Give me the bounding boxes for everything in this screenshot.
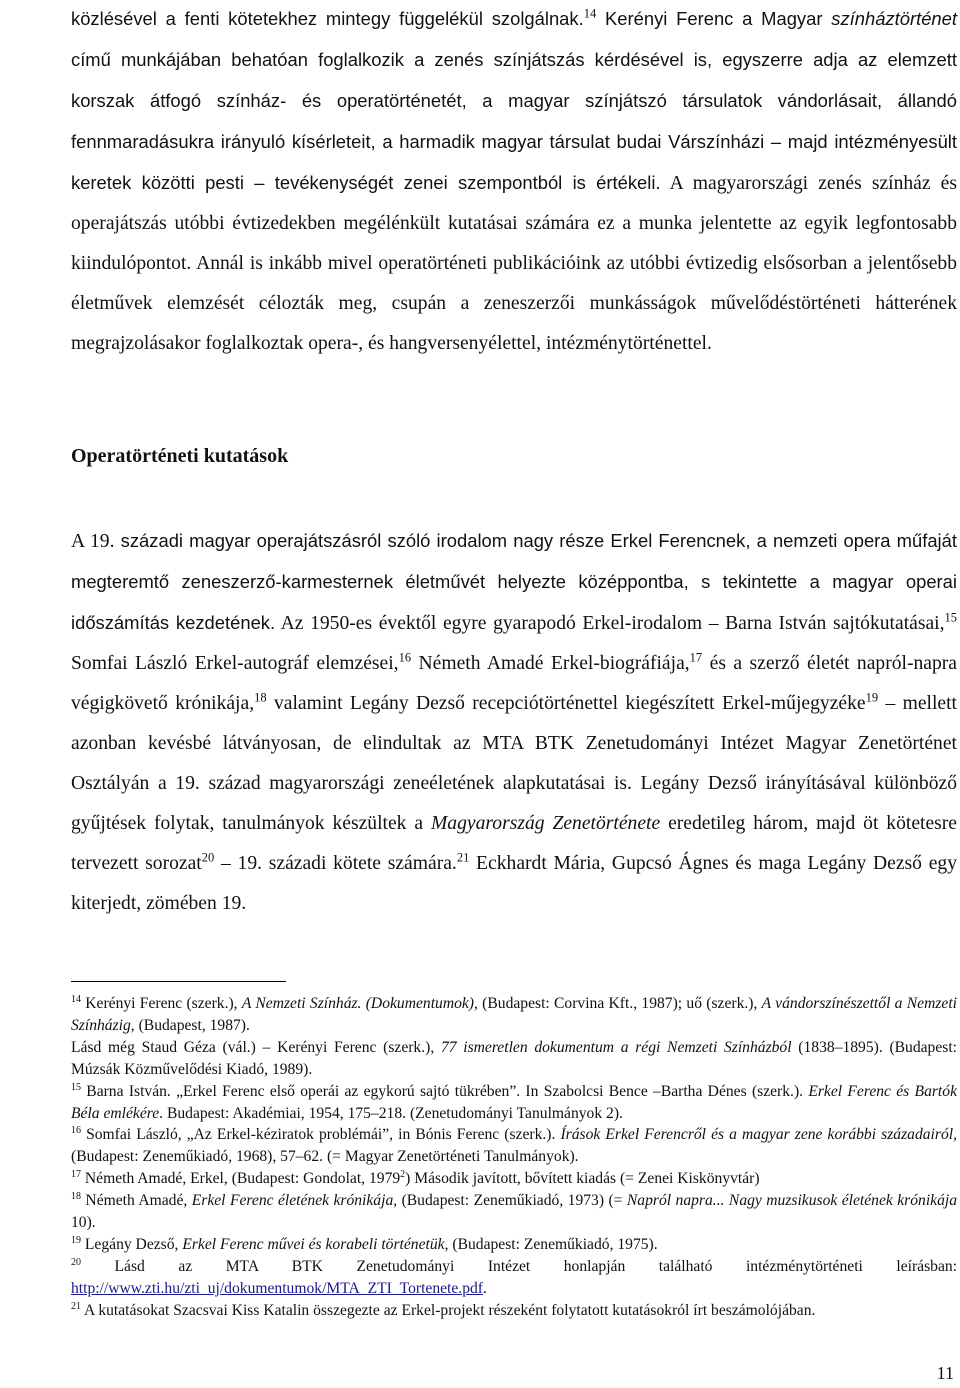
footnote-text: (1838–1895). (Budapest: Múzsák Közművelődési Kiadó, 1989). xyxy=(71,1038,958,1078)
text-segment: Eckhardt Mária, Gupcsó Ágnes és maga Legány Dezső egy kiterjedt, zömében 19. xyxy=(71,853,958,914)
footnote-text: . Budapest: Akadémiai, 1954, 175–218. (Zenetudományi Tanulmányok 2). xyxy=(159,1104,623,1122)
footnote-title: Napról napra... Nagy muzsikusok életének krónikája xyxy=(626,1192,958,1210)
text-segment: Németh Amadé Erkel-biográfiája, xyxy=(411,653,690,674)
footnote-ref-16[interactable]: 16 xyxy=(398,650,412,665)
footnote-title: 77 ismeretlen dokumentum a régi Nemzeti Színházból xyxy=(440,1038,792,1056)
footnote-14 xyxy=(71,993,957,1037)
footnote-link[interactable]: http://www.zti.hu/zti_uj/dokumentumok/MTA_ZTI_Tortenete.pdf xyxy=(71,1279,483,1297)
footnote-title: Erkel Ferenc művei és korabeli történetük xyxy=(182,1235,445,1253)
footnote-ref-19[interactable]: 19 xyxy=(865,690,879,705)
footnote-ref-17[interactable]: 17 xyxy=(689,650,703,665)
footnote-ref-14[interactable]: 14 xyxy=(583,6,597,21)
footnote-number: 20 xyxy=(71,1256,81,1268)
footnote-number: 14 xyxy=(71,994,81,1005)
page-number: 11 xyxy=(936,1363,954,1383)
footnote-number: 21 xyxy=(71,1300,81,1312)
text-segment: és a szerző életét napról-napra végigkövető krónikája, xyxy=(71,653,958,714)
footnote-text: ) Második javított, bővített kiadás (= Zenei Kiskönyvtár) xyxy=(405,1170,760,1188)
footnote-title: Erkel Ferenc és Bartók Béla emlékére xyxy=(71,1082,957,1122)
footnote-text: Lásd még Staud Géza (vál.) – Kerényi Ferenc (szerk.), xyxy=(71,1038,441,1056)
body-paragraph-2 xyxy=(71,521,957,924)
text-segment: A magyarországi zenés színház és operajátszás utóbbi évtizedekben megélénkült kutatásai számára ez a munka jelentette az egyik legfontosabb kiindulópontot. Annál is inkább mivel operatörténeti publikációink az utóbbi évtizedig elsősorban a jelentősebb életművek elemzését célozták meg, csupán a zeneszerzői munkásságok művelődéstörténeti hátterének megrajzolásakor foglalkoztak opera-, és hangversenyélettel, intézménytörténettel. xyxy=(71,173,958,354)
footnote-17 xyxy=(71,1168,957,1190)
text-segment: A 19. xyxy=(71,531,115,552)
footnote-text: Németh Amadé, Erkel, (Budapest: Gondolat, 1979 xyxy=(81,1170,401,1188)
footnote-text: Somfai László, „Az Erkel-kéziratok problémái”, in Bónis Ferenc (szerk.). xyxy=(81,1126,561,1144)
footnote-text: A kutatásokat Szacsvai Kiss Katalin összegezte az Erkel-projekt részeként folytatott kutatásokról írt beszámolójában. xyxy=(81,1301,816,1319)
footnote-title: A Nemzeti Színház. (Dokumentumok) xyxy=(241,995,474,1012)
footnote-number: 16 xyxy=(71,1125,81,1137)
footnote-text: , (Budapest: Zeneműkiadó, 1975). xyxy=(444,1235,658,1253)
footnote-ref-15[interactable]: 15 xyxy=(944,610,957,625)
footnote-text: 10). xyxy=(71,1214,96,1232)
footnote-text: , (Budapest: Zeneműkiadó, 1973) (= xyxy=(393,1192,627,1210)
series-title: Magyarország Zenetörténete xyxy=(430,813,661,834)
footnote-ref-18[interactable]: 18 xyxy=(254,690,267,705)
body-paragraph-1 xyxy=(71,0,957,364)
footnote-number: 19 xyxy=(71,1234,81,1246)
footnote-number: 18 xyxy=(71,1191,81,1203)
footnote-16 xyxy=(71,1124,957,1168)
footnote-number: 15 xyxy=(71,1081,81,1093)
section-heading: Operatörténeti kutatások xyxy=(71,445,289,467)
text-segment: – 19. századi kötete számára. xyxy=(214,853,457,874)
text-segment: Az 1950-es évektől egyre gyarapodó Erkel-irodalom – Barna István sajtókutatásai, xyxy=(275,613,945,634)
footnote-ref-21[interactable]: 21 xyxy=(456,850,470,865)
footnote-text: Lásd az MTA BTK Zenetudományi Intézet honlapján található intézménytörténeti leírásban: xyxy=(81,1257,957,1275)
footnote-text: Legány Dezső, xyxy=(81,1235,183,1253)
text-segment: valamint Legány Dezső recepciótörténettel kiegészített Erkel-műjegyzéke xyxy=(266,693,866,714)
footnote-separator xyxy=(71,981,286,982)
footnote-text: , (Budapest, 1987). xyxy=(130,1016,250,1034)
text-segment: századi magyar operajátszásról szóló irodalom nagy része Erkel Ferencnek, a nemzeti opera műfaját megteremtő zeneszerző-karmesternek életművét helyezte középpontba, s tekintette a magyar operai időszámítás kezdetének. xyxy=(71,530,957,633)
text-segment: – mellett azonban kevésbé látványosan, de elindultak az MTA BTK Zenetudományi Intézet Magyar Zenetörténet Osztályán a 19. század magyarországi zeneéletének alapkutatásai is. Legány Dezső irányításával különböző gyűjtések folytak, tanulmányok készültek a xyxy=(71,693,957,834)
footnote-18 xyxy=(71,1190,957,1234)
footnote-19 xyxy=(71,1234,957,1256)
footnote-title: Erkel Ferenc életének krónikája xyxy=(191,1192,394,1210)
footnote-ref-20[interactable]: 20 xyxy=(201,850,215,865)
footnote-text: , (Budapest: Zeneműkiadó, 1968), 57–62. (= Magyar Zenetörténeti Tanulmányok). xyxy=(71,1126,957,1166)
book-title: színháztörténet xyxy=(831,8,957,29)
footnote-text: Barna István. „Erkel Ferenc első operái az egykorú sajtó tükrében”. In Szabolcsi Bence –Bartha Dénes (szerk.). xyxy=(81,1082,809,1100)
footnote-number: 17 xyxy=(71,1169,81,1181)
footnote-title: A vándorszínészettől a Nemzeti Színházig xyxy=(71,995,957,1034)
footnote-title: Írások Erkel Ferencről és a magyar zene korábbi századairól xyxy=(560,1126,954,1144)
text-segment: Somfai László Erkel-autográf elemzései, xyxy=(71,653,399,674)
footnotes xyxy=(71,993,957,1322)
footnote-20 xyxy=(71,1256,957,1300)
footnote-21 xyxy=(71,1300,957,1322)
text-segment: közlésével a fenti kötetekhez mintegy függelékül szolgálnak. xyxy=(71,8,584,29)
text-segment: Kerényi Ferenc a Magyar xyxy=(596,8,832,29)
text-segment: című munkájában behatóan foglalkozik a zenés színjátszás kérdésével is, egyszerre adja az elemzett korszak átfogó színház- és operatörténetét, a magyar színjátszó társulatok vándorlásait, állandó fennmaradásukra irányuló kísérleteit, a harmadik magyar társulat budai Várszínházi – majd intézményesült keretek közötti pesti – tevékenységét zenei szempontból is értékeli. xyxy=(71,49,957,193)
footnote-text: Kerényi Ferenc (szerk.), xyxy=(81,995,242,1012)
footnote-text: Németh Amadé, xyxy=(81,1192,192,1210)
footnote-14-continued xyxy=(71,1037,957,1081)
text-segment: eredetileg három, majd öt kötetesre tervezett sorozat xyxy=(71,813,958,874)
footnote-text: , (Budapest: Corvina Kft., 1987); uő (szerk.), xyxy=(474,995,762,1012)
footnote-15 xyxy=(71,1081,957,1125)
footnote-text: . xyxy=(482,1279,487,1297)
edition-superscript: 2 xyxy=(400,1169,406,1181)
